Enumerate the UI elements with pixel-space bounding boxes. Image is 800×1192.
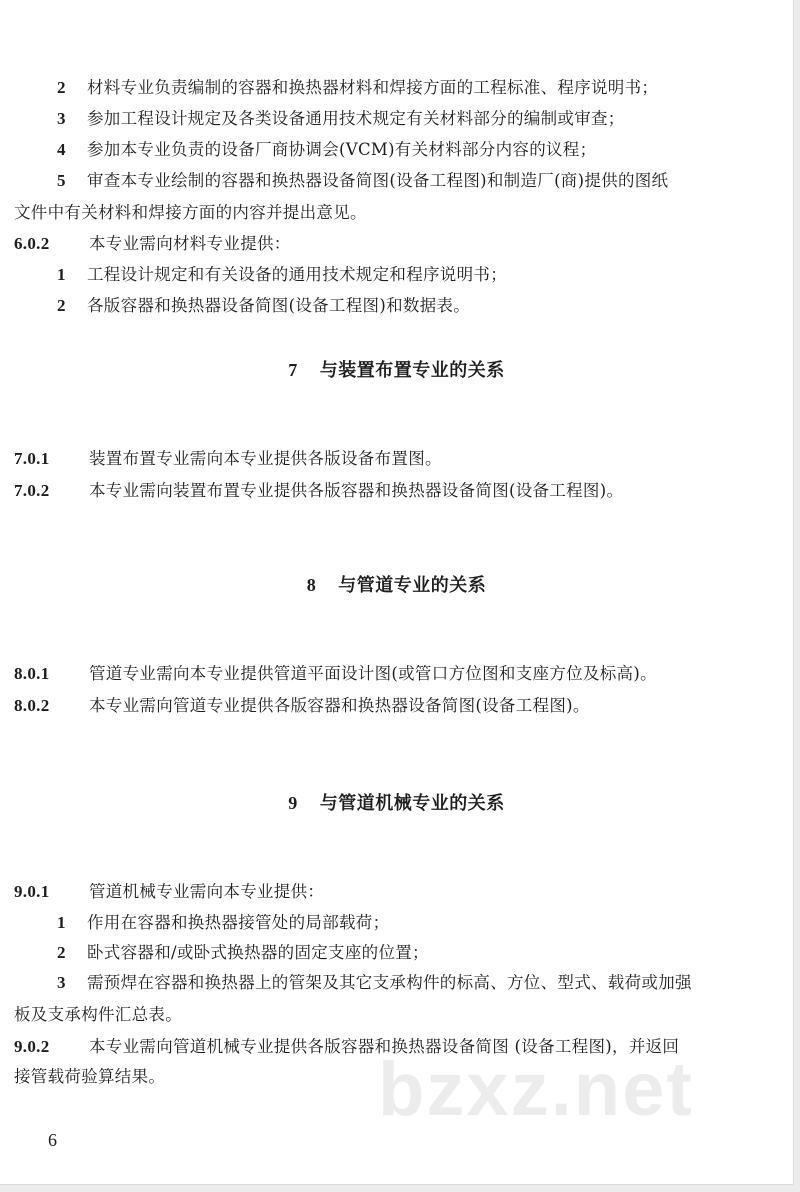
section-number: 7 xyxy=(288,360,298,380)
list-item xyxy=(57,109,625,129)
clause-text: 本专业需向装置布置专业提供各版容器和换热器设备简图(设备工程图)。 xyxy=(89,481,624,500)
item-text: 各版容器和换热器设备简图(设备工程图)和数据表。 xyxy=(87,296,471,315)
section-title: 与管道机械专业的关系 xyxy=(319,793,505,814)
clause xyxy=(14,664,657,684)
section-heading xyxy=(0,356,793,382)
list-item xyxy=(57,296,470,316)
clause-continuation: 接管载荷验算结果。 xyxy=(14,1067,166,1086)
clause xyxy=(14,882,324,902)
clause xyxy=(14,234,291,254)
list-item xyxy=(57,171,668,191)
item-text: 参加本专业负责的设备厂商协调会(VCM)有关材料部分内容的议程； xyxy=(87,140,597,159)
section-number: 9 xyxy=(288,793,298,813)
list-item xyxy=(57,913,389,933)
page-number: 6 xyxy=(48,1130,57,1150)
item-text: 需预焊在容器和换热器上的管架及其它支承构件的标高、方位、型式、载荷或加强 xyxy=(87,973,692,992)
item-text: 卧式容器和/或卧式换热器的固定支座的位置； xyxy=(87,943,429,962)
item-number: 2 xyxy=(57,296,66,315)
clause-text: 管道机械专业需向本专业提供： xyxy=(89,882,325,901)
clause-text: 本专业需向材料专业提供： xyxy=(89,234,291,253)
clause-number: 7.0.1 xyxy=(14,449,50,468)
item-number: 1 xyxy=(57,913,66,932)
section-heading xyxy=(0,789,793,815)
item-text: 工程设计规定和有关设备的通用技术规定和程序说明书； xyxy=(87,265,507,284)
section-heading xyxy=(0,571,793,597)
watermark: bzxz.net xyxy=(378,1047,694,1132)
item-number: 4 xyxy=(57,140,66,159)
item-text: 审查本专业绘制的容器和换热器设备简图(设备工程图)和制造厂(商)提供的图纸 xyxy=(87,171,669,190)
list-item xyxy=(57,265,507,285)
clause-number: 6.0.2 xyxy=(14,234,50,253)
clause-number: 9.0.2 xyxy=(14,1037,50,1056)
item-number: 1 xyxy=(57,265,66,284)
item-continuation: 文件中有关材料和焊接方面的内容并提出意见。 xyxy=(14,203,367,222)
clause-text: 本专业需向管道机械专业提供各版容器和换热器设备简图 (设备工程图)，并返回 xyxy=(89,1037,680,1056)
item-number: 2 xyxy=(57,78,66,97)
list-item xyxy=(57,973,692,993)
clause-number: 8.0.2 xyxy=(14,696,50,715)
clause xyxy=(14,481,623,501)
clause-text: 管道专业需向本专业提供管道平面设计图(或管口方位图和支座方位及标高)。 xyxy=(89,664,657,683)
item-number: 3 xyxy=(57,109,66,128)
item-continuation: 板及支承构件汇总表。 xyxy=(14,1005,182,1024)
clause xyxy=(14,696,590,716)
clause-number: 9.0.1 xyxy=(14,882,50,901)
section-title: 与管道专业的关系 xyxy=(338,575,487,596)
clause-number: 7.0.2 xyxy=(14,481,50,500)
item-number: 3 xyxy=(57,973,66,992)
clause-number: 8.0.1 xyxy=(14,664,50,683)
item-text: 作用在容器和换热器接管处的局部载荷； xyxy=(87,913,390,932)
item-number: 5 xyxy=(57,171,66,190)
section-number: 8 xyxy=(306,575,317,595)
item-text: 材料专业负责编制的容器和换热器材料和焊接方面的工程标准、程序说明书； xyxy=(87,78,659,97)
list-item xyxy=(57,78,658,98)
item-text: 参加工程设计规定及各类设备通用技术规定有关材料部分的编制或审查； xyxy=(87,109,625,128)
clause-text: 装置布置专业需向本专业提供各版设备布置图。 xyxy=(89,449,442,468)
item-number: 2 xyxy=(57,943,66,962)
list-item xyxy=(57,943,429,963)
clause-text: 本专业需向管道专业提供各版容器和换热器设备简图(设备工程图)。 xyxy=(89,696,590,715)
list-item xyxy=(57,140,596,160)
clause xyxy=(14,449,442,469)
section-title: 与装置布置专业的关系 xyxy=(319,360,505,381)
